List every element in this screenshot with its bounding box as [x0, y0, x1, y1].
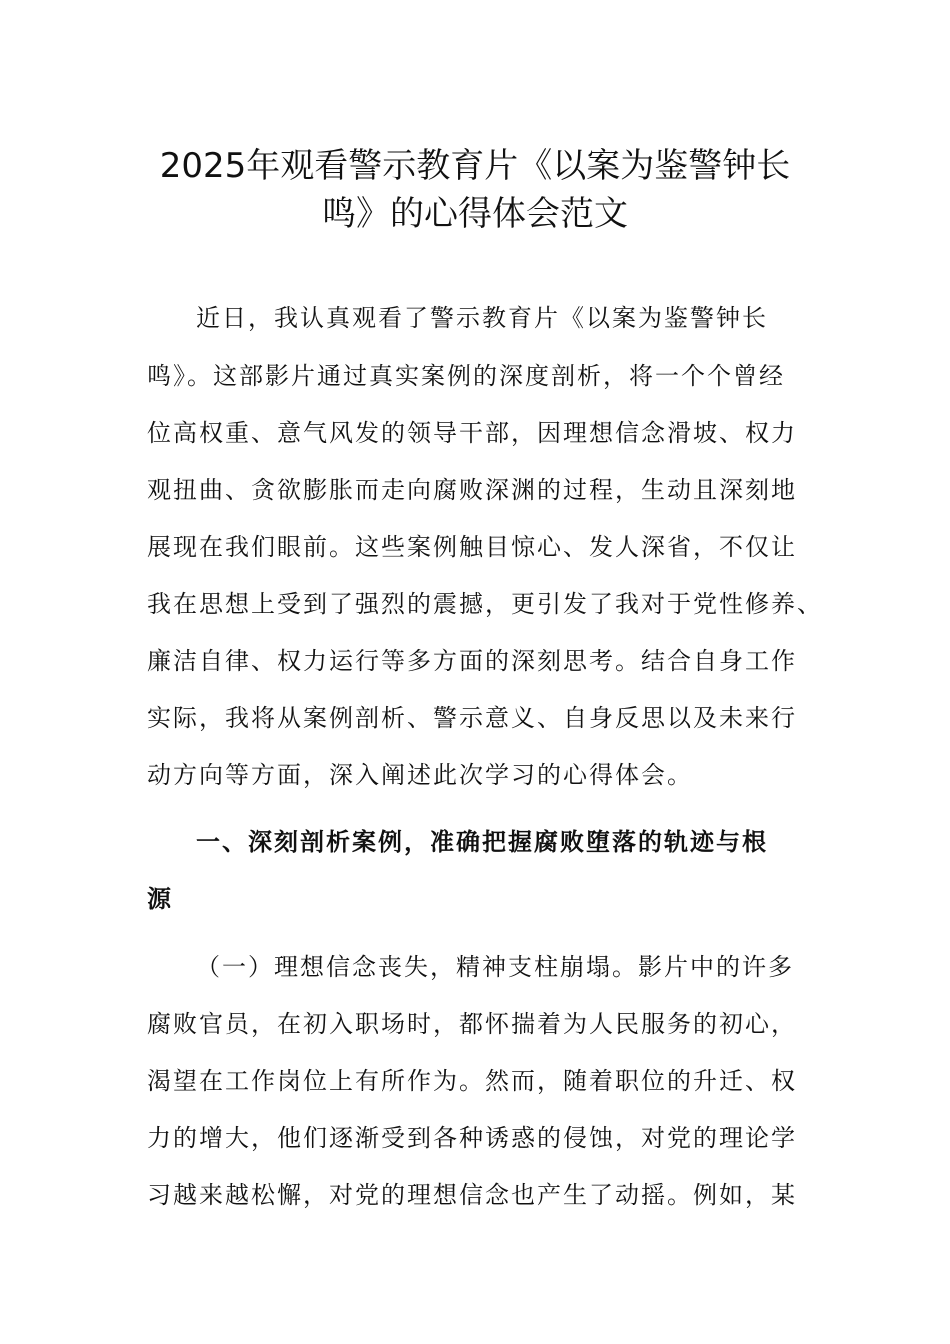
paragraph-line: 廉洁自律、权力运行等多方面的深刻思考。结合自身工作	[147, 647, 797, 675]
document-title-line-2: 鸣》的心得体会范文	[322, 194, 628, 234]
paragraph-line: 展现在我们眼前。这些案例触目惊心、发人深省，不仅让	[147, 533, 797, 561]
paragraph-line: 渴望在工作岗位上有所作为。然而，随着职位的升迁、权	[147, 1067, 797, 1095]
paragraph-line: 腐败官员，在初入职场时，都怀揣着为人民服务的初心，	[147, 1010, 797, 1038]
paragraph-line: 习越来越松懈，对党的理想信念也产生了动摇。例如，某	[147, 1181, 797, 1209]
paragraph-line: 实际，我将从案例剖析、警示意义、自身反思以及未来行	[147, 704, 797, 732]
section-heading-line: 源	[147, 885, 173, 913]
paragraph-line: 力的增大，他们逐渐受到各种诱惑的侵蚀，对党的理论学	[147, 1124, 797, 1152]
paragraph-line: 位高权重、意气风发的领导干部，因理想信念滑坡、权力	[147, 419, 797, 447]
paragraph-line: 观扭曲、贪欲膨胀而走向腐败深渊的过程，生动且深刻地	[147, 476, 797, 504]
document-title-line-1: 2025年观看警示教育片《以案为鉴警钟长	[159, 146, 791, 186]
paragraph-line: 我在思想上受到了强烈的震撼，更引发了我对于党性修养、	[147, 590, 823, 618]
paragraph-line: （一）理想信念丧失，精神支柱崩塌。影片中的许多	[196, 953, 794, 981]
paragraph-line: 近日，我认真观看了警示教育片《以案为鉴警钟长	[196, 304, 768, 332]
paragraph-line: 动方向等方面，深入阐述此次学习的心得体会。	[147, 761, 693, 789]
paragraph-line: 鸣》。这部影片通过真实案例的深度剖析，将一个个曾经	[147, 362, 785, 390]
section-heading-line: 一、深刻剖析案例，准确把握腐败堕落的轨迹与根	[196, 828, 768, 856]
